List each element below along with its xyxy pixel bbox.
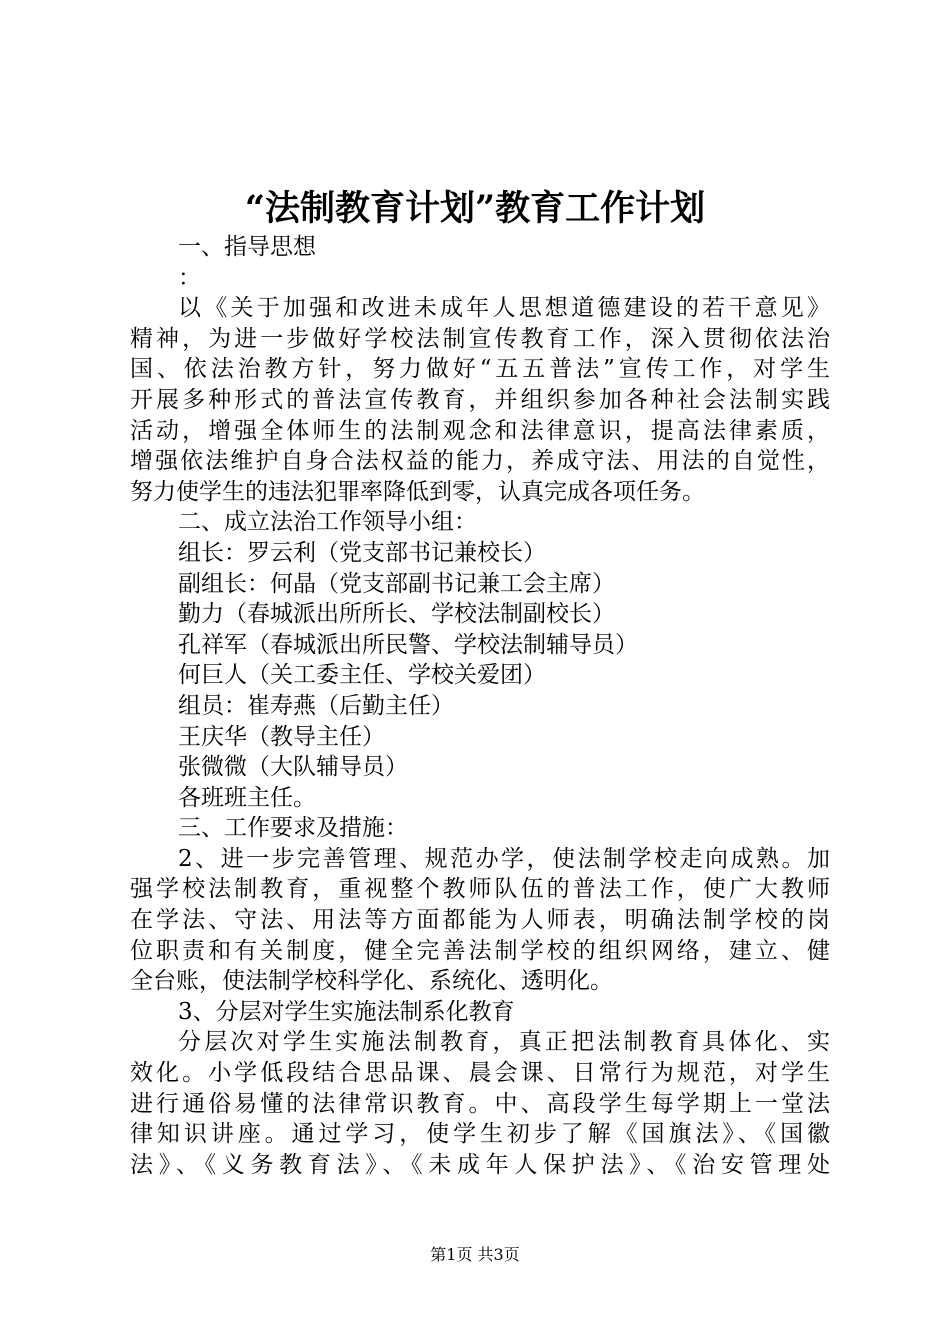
- member-line: 组长：罗云利（党支部书记兼校长）: [178, 539, 546, 566]
- paragraph-line: 以《关于加强和改进未成年人思想道德建设的若干意见》: [178, 295, 830, 322]
- section-heading-guiding-ideology: 一、指导思想: [178, 234, 316, 260]
- member-line: 勤力（春城派出所所长、学校法制副校长）: [178, 601, 615, 628]
- paragraph-line: 分层次对学生实施法制教育，真正把法制教育具体化、实: [178, 1029, 830, 1056]
- paragraph-line: 在学法、守法、用法等方面都能为人师表，明确法制学校的岗: [130, 907, 830, 934]
- text-line: ：: [178, 264, 201, 291]
- paragraph-line: 开展多种形式的普法宣传教育，并组织参加各种社会法制实践: [130, 386, 830, 413]
- document-title: “法制教育计划”教育工作计划: [244, 188, 706, 229]
- paragraph-line: 强学校法制教育，重视整个教师队伍的普法工作，使广大教师: [130, 876, 830, 903]
- member-line: 张微微（大队辅导员）: [178, 754, 408, 781]
- member-line: 副组长：何晶（党支部副书记兼工会主席）: [178, 570, 615, 597]
- paragraph-line: 律知识讲座。通过学习，使学生初步了解《国旗法》、《国徽: [130, 1121, 830, 1148]
- paragraph-line: 国、依法治教方针，努力做好“五五普法”宣传工作，对学生: [130, 356, 830, 383]
- paragraph-line: 活动，增强全体师生的法制观念和法律意识，提高法律素质，: [130, 417, 830, 444]
- member-line: 何巨人（关工委主任、学校关爱团）: [178, 662, 546, 689]
- page-number-footer: 第1页 共3页: [430, 1245, 520, 1264]
- paragraph-line: 位职责和有关制度，健全完善法制学校的组织网络，建立、健: [130, 937, 830, 964]
- member-line: 组员：崔寿燕（后勤主任）: [178, 692, 454, 719]
- member-line: 孔祥军（春城派出所民警、学校法制辅导员）: [178, 631, 638, 658]
- paragraph-line: 进行通俗易懂的法律常识教育。中、高段学生每学期上一堂法: [130, 1090, 830, 1117]
- member-line: 王庆华（教导主任）: [178, 723, 385, 750]
- subsection-heading: 3、分层对学生实施法制系化教育: [178, 998, 515, 1025]
- paragraph-line: 全台账，使法制学校科学化、系统化、透明化。: [130, 968, 613, 995]
- document-body: [130, 232, 830, 1180]
- paragraph-line: 精神，为进一步做好学校法制宣传教育工作，深入贯彻依法治: [130, 325, 830, 352]
- section-heading-requirements: 三、工作要求及措施：: [178, 815, 408, 842]
- member-line: 各班班主任。: [178, 784, 316, 811]
- paragraph-line: 法》、《义务教育法》、《未成年人保护法》、《治安管理处: [130, 1151, 830, 1178]
- paragraph-line: 努力使学生的违法犯罪率降低到零，认真完成各项任务。: [130, 478, 705, 505]
- section-heading-leadership-group: 二、成立法治工作领导小组：: [178, 509, 477, 536]
- paragraph-line: 2、进一步完善管理、规范办学，使法制学校走向成熟。加: [178, 845, 830, 872]
- paragraph-line: 效化。小学低段结合思品课、晨会课、日常行为规范，对学生: [130, 1060, 830, 1087]
- paragraph-line: 增强依法维护自身合法权益的能力，养成守法、用法的自觉性，: [130, 448, 830, 475]
